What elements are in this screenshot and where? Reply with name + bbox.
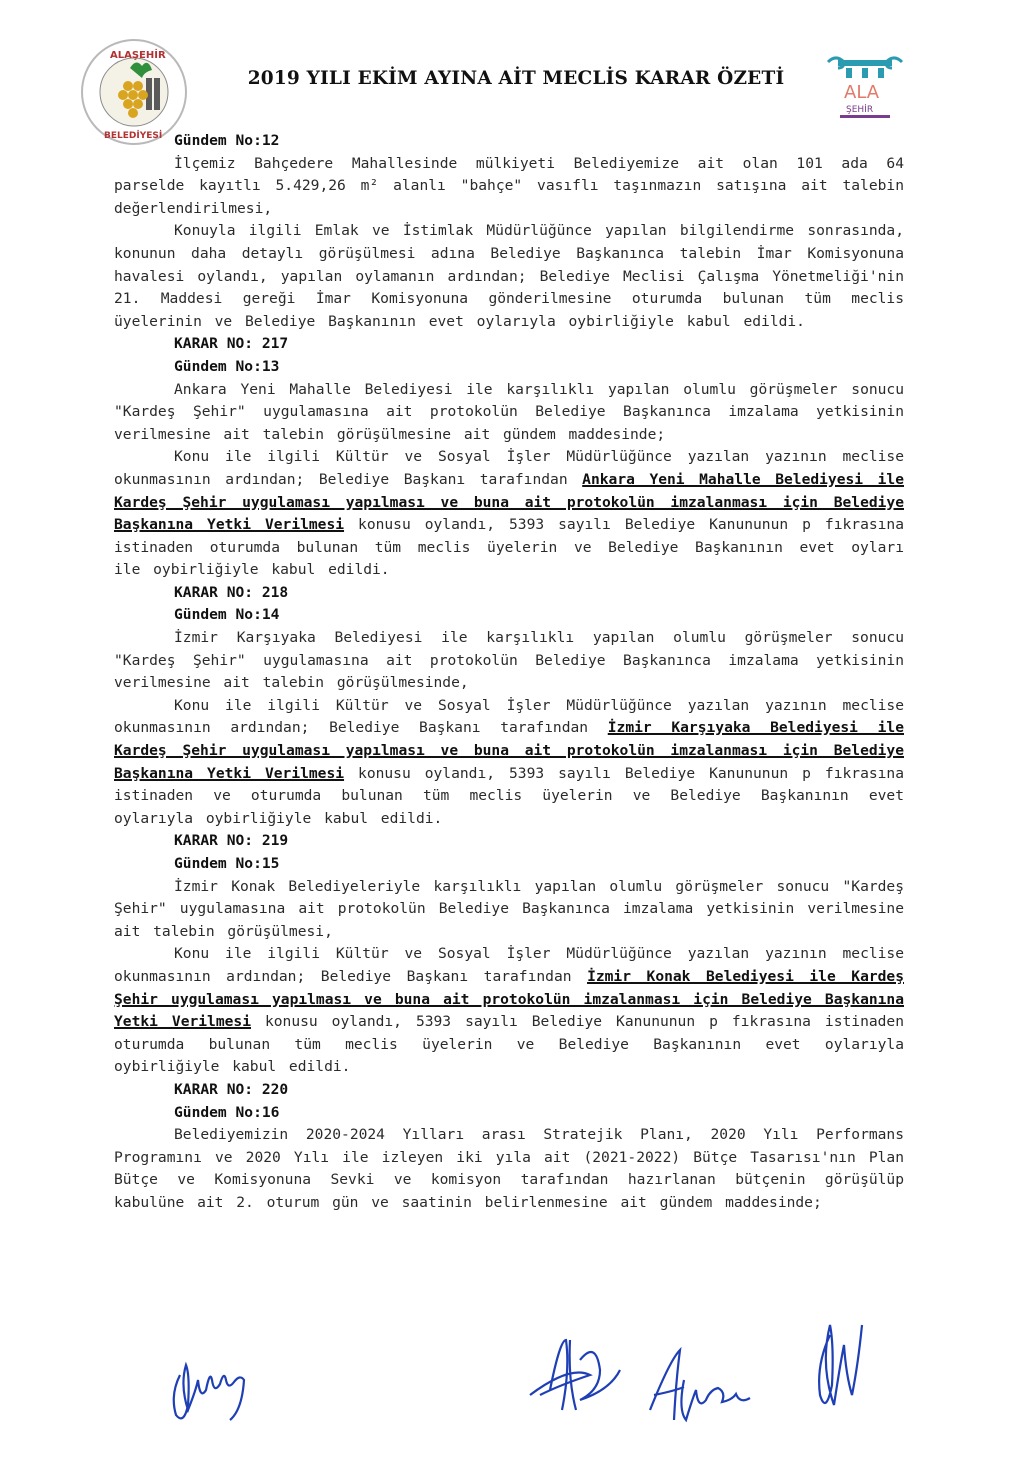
agenda-description: İzmir Karşıyaka Belediyesi ile karşılıklı yapılan olumlu görüşmeler sonucu "Kardeş Şehir" uygulamasına ait protokolün Belediye Başkanınca imzalama yetkisinin verilmesine ait talebin görüşülmesinde, bbox=[114, 629, 904, 692]
decision-number: KARAR NO: 220 bbox=[174, 1080, 289, 1098]
handwritten-signature-4 bbox=[800, 1315, 880, 1425]
handwritten-signature-3 bbox=[640, 1340, 760, 1430]
handwritten-signature-1 bbox=[160, 1335, 300, 1430]
agenda-number: Gündem No:15 bbox=[174, 855, 280, 872]
agenda-number: Gündem No:14 bbox=[174, 606, 280, 624]
decision-text: Konu ile ilgili Kültür ve Sosyal İşler Müdürlüğünce yazılan yazının meclise okunmasının ardından; Belediye Başkanı tarafından Ankara Yeni Mahalle Belediyesi ile Kardeş Şehir uygulaması yapılması ve buna ait protokolün imzalanması için Belediye Başkanına Yetki Verilmesi konusu oylandı, 5393 sayılı Belediye Kanununun p fıkrasına istinaden oturumda bulunan tüm meclis üyelerin ve Belediye Başkanının evet oyları ile oybirliğiyle kabul edildi. bbox=[114, 448, 904, 579]
decision-text: Konuyla ilgili Emlak ve İstimlak Müdürlüğünce yapılan bilgilendirme sonrasında, konunun daha detaylı görüşülmesi adına Belediye Başkanınca talebin İmar Komisyonuna havalesi oylandı, yapılan oylamanın ardından; Belediye Meclisi Çalışma Yönetmeliği'nin 21. Maddesi gereği İmar Komisyonuna gönderilmesine oturumda bulunan tüm meclis üyelerinin ve Belediye Başkanının evet oylarıyla oybirliğiyle kabul edildi. bbox=[114, 222, 904, 330]
underlined-decision-subject: Ankara Yeni Mahalle Belediyesi ile Kardeş Şehir uygulaması yapılması ve buna ait protokolün imzalanması için Belediye Başkanına Yetki Verilmesi bbox=[114, 470, 904, 534]
signature-area bbox=[0, 1305, 1033, 1455]
agenda-number: Gündem No:16 bbox=[174, 1103, 280, 1121]
document-title: 2019 YILI EKİM AYINA AİT MECLİS KARAR ÖZETİ bbox=[247, 68, 785, 89]
underlined-decision-subject: İzmir Konak Belediyesi ile Kardeş Şehir uygulaması yapılması ve buna ait protokolün imzalanması için Belediye Başkanına Yetki Verilmesi bbox=[114, 967, 904, 1031]
agenda-description: Ankara Yeni Mahalle Belediyesi ile karşılıklı yapılan olumlu görüşmeler sonucu "Kardeş Şehir" uygulamasına ait protokolün Belediye Başkanınca imzalama yetkisinin verilmesine ait talebin görüşülmesine ait gündem maddesinde; bbox=[114, 380, 904, 443]
svg-text:ŞEHİR: ŞEHİR bbox=[846, 105, 874, 115]
handwritten-signature-2 bbox=[510, 1320, 650, 1430]
meeting-summary-body bbox=[114, 130, 904, 1215]
decision-number: KARAR NO: 219 bbox=[174, 832, 289, 850]
ala-sehir-logo bbox=[822, 52, 908, 122]
svg-text:ALAŞEHİR: ALAŞEHİR bbox=[110, 50, 166, 61]
agenda-number: Gündem No:13 bbox=[174, 357, 280, 375]
decision-number: KARAR NO: 217 bbox=[174, 335, 289, 353]
underlined-decision-subject: İzmir Karşıyaka Belediyesi ile Kardeş Şehir uygulaması yapılması ve buna ait protokolün imzalanması için Belediye Başkanına Yetki Verilmesi bbox=[114, 719, 904, 782]
svg-text:BELEDİYESİ: BELEDİYESİ bbox=[104, 131, 163, 141]
decision-number: KARAR NO: 218 bbox=[174, 583, 289, 601]
svg-text:ALA: ALA bbox=[844, 82, 880, 103]
decision-text: Konu ile ilgili Kültür ve Sosyal İşler Müdürlüğünce yazılan yazının meclise okunmasının ardından; Belediye Başkanı tarafından İzmir Konak Belediyesi ile Kardeş Şehir uygulaması yapılması ve buna ait protokolün imzalanması için Belediye Başkanına Yetki Verilmesi konusu oylandı, 5393 sayılı Belediye Kanununun p fıkrasına istinaden oturumda bulunan tüm meclis üyelerin ve Belediye Başkanının evet oylarıyla oybirliğiyle kabul edildi. bbox=[114, 945, 905, 1076]
agenda-description: Belediyemizin 2020-2024 Yılları arası Stratejik Planı, 2020 Yılı Performans Programını ve 2020 Yılı ile izleyen iki yıla ait (2021-2022) Bütçe Tasarısı'nın Plan Bütçe ve Komisyonuna Sevki ve komisyon tarafından hazırlanan bütçenin görüşülüp kabulüne ait 2. oturum gün ve saatinin belirlenmesine ait gündem maddesinde; bbox=[114, 1126, 904, 1211]
agenda-number: Gündem No:12 bbox=[174, 132, 280, 149]
decision-text: Konu ile ilgili Kültür ve Sosyal İşler Müdürlüğünce yazılan yazının meclise okunmasının ardından; Belediye Başkanı tarafından İzmir Karşıyaka Belediyesi ile Kardeş Şehir uygulaması yapılması ve buna ait protokolün imzalanması için Belediye Başkanına Yetki Verilmesi konusu oylandı, 5393 sayılı Belediye Kanununun p fıkrasına istinaden ve oturumda bulunan tüm meclis üyelerin ve Belediye Başkanının evet oylarıyla oybirliğiyle kabul edildi. bbox=[114, 696, 904, 827]
agenda-description: İzmir Konak Belediyeleriyle karşılıklı yapılan olumlu görüşmeler sonucu "Kardeş Şehir" uygulamasına ait protokolün Belediye Başkanınca imzalama yetkisinin verilmesine ait talebin görüşülmesi, bbox=[114, 877, 904, 940]
agenda-description: İlçemiz Bahçedere Mahallesinde mülkiyeti Belediyemize ait olan 101 ada 64 parselde kayıtlı 5.429,26 m² alanlı "bahçe" vasıflı taşınmazın satışına ait talebin değerlendirilmesi, bbox=[114, 154, 904, 217]
